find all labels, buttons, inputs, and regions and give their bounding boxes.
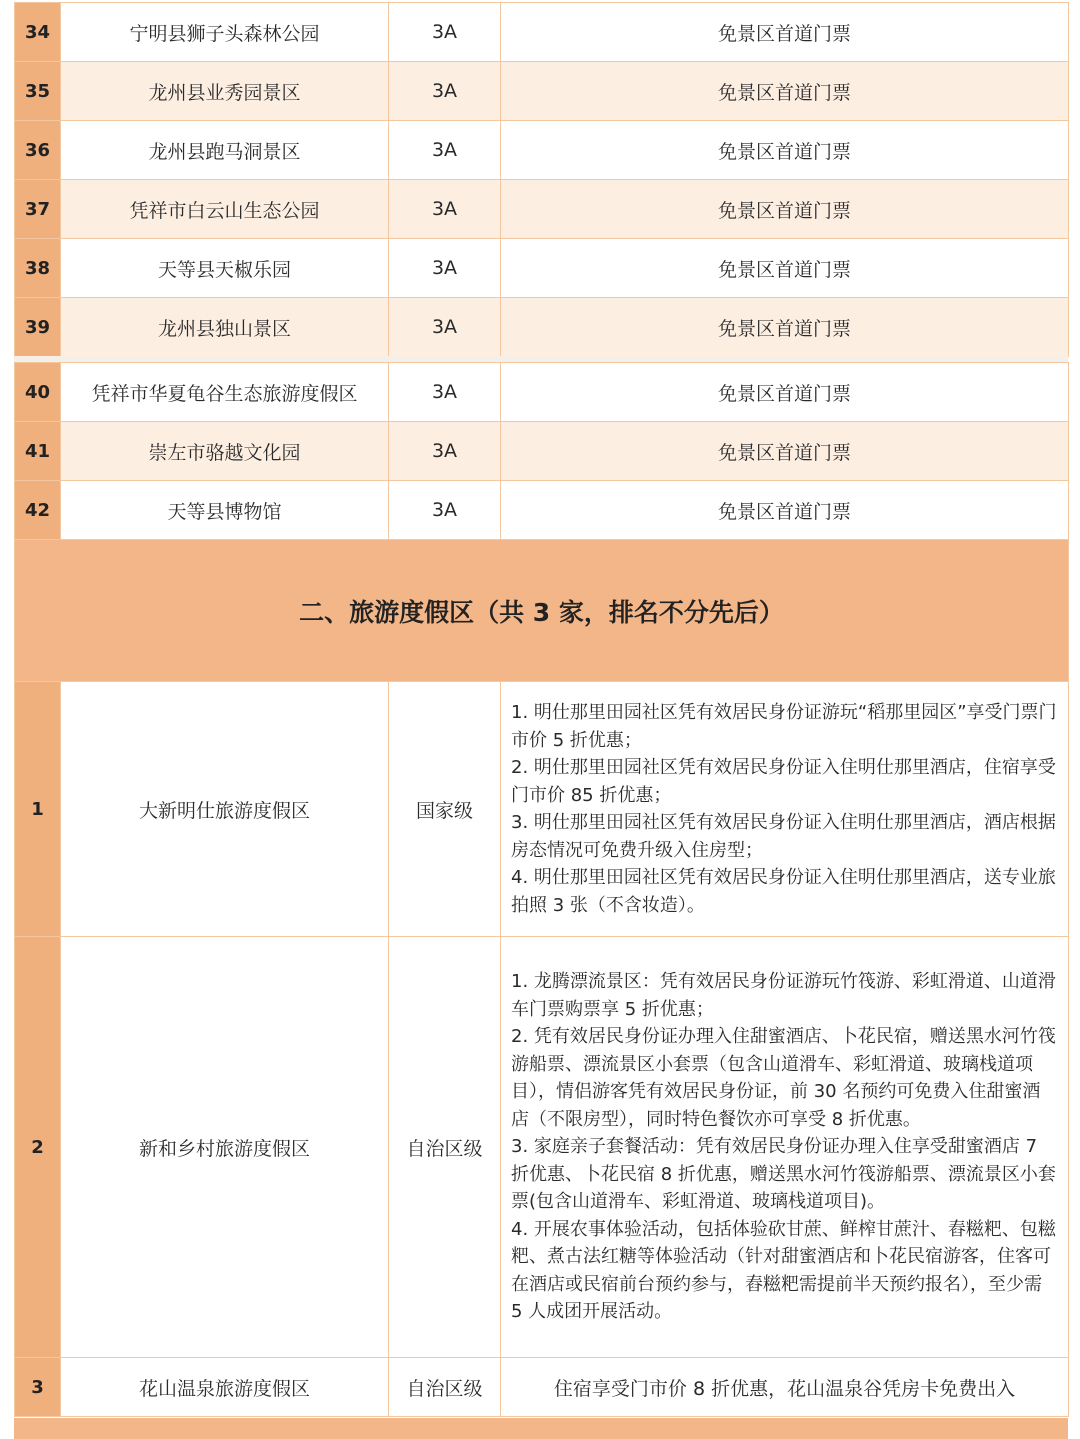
- table-row: [15, 481, 1069, 540]
- next-section-band: [14, 1418, 1068, 1439]
- table-row: [15, 363, 1069, 422]
- scenic-benefit: 免景区首道门票: [501, 363, 1069, 422]
- scenic-level: 3A: [389, 363, 501, 422]
- resort-benefits: [501, 682, 1069, 937]
- row-number: 42: [15, 481, 61, 540]
- row-number: 34: [15, 3, 61, 62]
- resort-name: 新和乡村旅游度假区: [61, 937, 389, 1358]
- scenic-level: 3A: [389, 3, 501, 62]
- scenic-level: 3A: [389, 239, 501, 298]
- table-row: [15, 298, 1069, 357]
- row-number: 2: [15, 937, 61, 1358]
- table-row: [15, 682, 1069, 937]
- scenic-level: 3A: [389, 121, 501, 180]
- scenic-name: 天等县天椒乐园: [61, 239, 389, 298]
- scenic-name: 龙州县跑马洞景区: [61, 121, 389, 180]
- scenic-name: 凭祥市华夏龟谷生态旅游度假区: [61, 363, 389, 422]
- table-row: [15, 121, 1069, 180]
- scenic-level: 3A: [389, 422, 501, 481]
- scenic-name: 龙州县独山景区: [61, 298, 389, 357]
- scenic-name: 天等县博物馆: [61, 481, 389, 540]
- scenic-name: 龙州县业秀园景区: [61, 62, 389, 121]
- scenic-level: 3A: [389, 481, 501, 540]
- resort-level: 自治区级: [389, 937, 501, 1358]
- resort-level: 自治区级: [389, 1358, 501, 1417]
- resort-name: 大新明仕旅游度假区: [61, 682, 389, 937]
- scenic-benefit: 免景区首道门票: [501, 62, 1069, 121]
- benefit-item: 3. 明仕那里田园社区凭有效居民身份证入住明仕那里酒店，酒店根据房态情况可免费升级入住房型；: [511, 812, 1056, 861]
- scenic-name: 宁明县狮子头森林公园: [61, 3, 389, 62]
- scenic-name: 崇左市骆越文化园: [61, 422, 389, 481]
- scenic-benefit: 免景区首道门票: [501, 121, 1069, 180]
- scenic-spot-table-part-1: [14, 2, 1069, 357]
- benefit-item: 3. 家庭亲子套餐活动：凭有效居民身份证办理入住享受甜蜜酒店 7 折优惠、卜花民宿 8 折优惠，赠送黑水河竹筏游船票、漂流景区小套票(包含山道滑车、彩虹滑道、玻璃栈道项目)。: [511, 1136, 1056, 1213]
- table-row: [15, 3, 1069, 62]
- scenic-level: 3A: [389, 180, 501, 239]
- section-title: 二、旅游度假区（共 3 家，排名不分先后）: [15, 540, 1069, 682]
- table-row: [15, 937, 1069, 1358]
- scenic-benefit: 免景区首道门票: [501, 3, 1069, 62]
- row-number: 35: [15, 62, 61, 121]
- scenic-level: 3A: [389, 62, 501, 121]
- scenic-benefit: 免景区首道门票: [501, 239, 1069, 298]
- scenic-benefit: 免景区首道门票: [501, 481, 1069, 540]
- row-number: 3: [15, 1358, 61, 1417]
- resort-level: 国家级: [389, 682, 501, 937]
- resort-benefit: 住宿享受门市价 8 折优惠，花山温泉谷凭房卡免费出入: [501, 1358, 1069, 1417]
- row-number: 37: [15, 180, 61, 239]
- row-number: 41: [15, 422, 61, 481]
- section-header-row: [15, 540, 1069, 682]
- table-row: [15, 1358, 1069, 1417]
- row-number: 38: [15, 239, 61, 298]
- row-number: 1: [15, 682, 61, 937]
- benefit-item: 1. 龙腾漂流景区：凭有效居民身份证游玩竹筏游、彩虹滑道、山道滑车门票购票享 5 折优惠；: [511, 971, 1056, 1020]
- benefit-item: 1. 明仕那里田园社区凭有效居民身份证游玩“稻那里园区”享受门票门市价 5 折优惠；: [511, 702, 1057, 751]
- table-row: [15, 239, 1069, 298]
- scenic-name: 凭祥市白云山生态公园: [61, 180, 389, 239]
- row-number: 40: [15, 363, 61, 422]
- benefit-item: 2. 明仕那里田园社区凭有效居民身份证入住明仕那里酒店，住宿享受门市价 85 折优惠；: [511, 757, 1056, 806]
- resort-benefits: [501, 937, 1069, 1358]
- row-number: 36: [15, 121, 61, 180]
- row-number: 39: [15, 298, 61, 357]
- scenic-benefit: 免景区首道门票: [501, 298, 1069, 357]
- resort-name: 花山温泉旅游度假区: [61, 1358, 389, 1417]
- benefit-item: 4. 明仕那里田园社区凭有效居民身份证入住明仕那里酒店，送专业旅拍照 3 张（不含妆造）。: [511, 867, 1056, 916]
- table-row: [15, 180, 1069, 239]
- benefit-item: 2. 凭有效居民身份证办理入住甜蜜酒店、卜花民宿，赠送黑水河竹筏游船票、漂流景区小套票（包含山道滑车、彩虹滑道、玻璃栈道项目），情侣游客凭有效居民身份证，前 30 名预约可免费入住甜蜜酒店（不限房型），同时特色餐饮亦可享受 8 折优惠。: [511, 1026, 1056, 1130]
- table-row: [15, 422, 1069, 481]
- scenic-benefit: 免景区首道门票: [501, 422, 1069, 481]
- benefit-item: 4. 开展农事体验活动，包括体验砍甘蔗、鲜榨甘蔗汁、舂糍粑、包糍粑、煮古法红糖等体验活动（针对甜蜜酒店和卜花民宿游客，住客可在酒店或民宿前台预约参与，舂糍粑需提前半天预约报名），至少需 5 人成团开展活动。: [511, 1218, 1056, 1323]
- scenic-spot-table-part-2: [14, 362, 1069, 1417]
- table-row: [15, 62, 1069, 121]
- scenic-benefit: 免景区首道门票: [501, 180, 1069, 239]
- scenic-level: 3A: [389, 298, 501, 357]
